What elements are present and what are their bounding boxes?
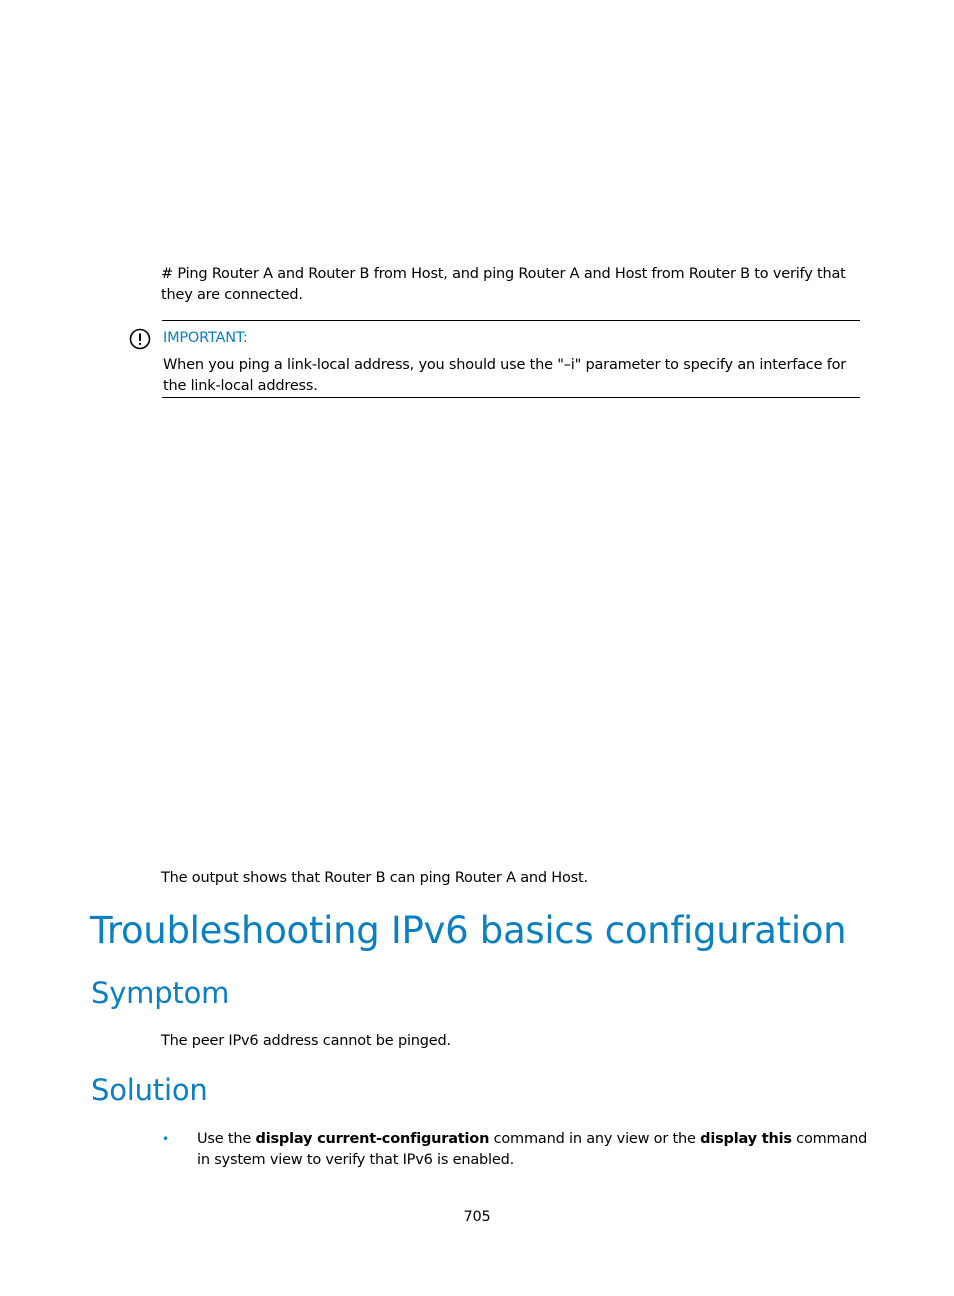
ping-intro-text: # Ping Router A and Router B from Host, and ping Router A and Host from Router B to verify that they are connected. <box>161 266 846 303</box>
symptom-text: The peer IPv6 address cannot be pinged. <box>161 1033 451 1049</box>
solution-heading: Solution <box>91 1073 208 1107</box>
important-label: IMPORTANT: <box>163 330 248 346</box>
important-bottom-rule <box>162 397 860 398</box>
solution-item-middle: command in any view or the <box>489 1131 701 1147</box>
bullet-icon: • <box>162 1132 170 1146</box>
solution-item-prefix: Use the <box>197 1131 256 1147</box>
important-top-rule <box>162 320 860 321</box>
page-number: 705 <box>463 1209 491 1225</box>
solution-item <box>197 1129 873 1171</box>
section-title: Troubleshooting IPv6 basics configuration <box>90 909 847 952</box>
command-display-this: display this <box>700 1131 792 1147</box>
solution-item-suffix: command in system view to verify that IPv6 is enabled. <box>197 1131 868 1168</box>
symptom-heading: Symptom <box>91 976 230 1010</box>
output-note-text: The output shows that Router B can ping Router A and Host. <box>161 870 588 886</box>
important-text: When you ping a link-local address, you should use the "–i" parameter to specify an interface for the link-local address. <box>163 357 847 394</box>
exclamation-circle-icon <box>129 328 151 350</box>
command-display-current-configuration: display current-configuration <box>255 1131 490 1147</box>
